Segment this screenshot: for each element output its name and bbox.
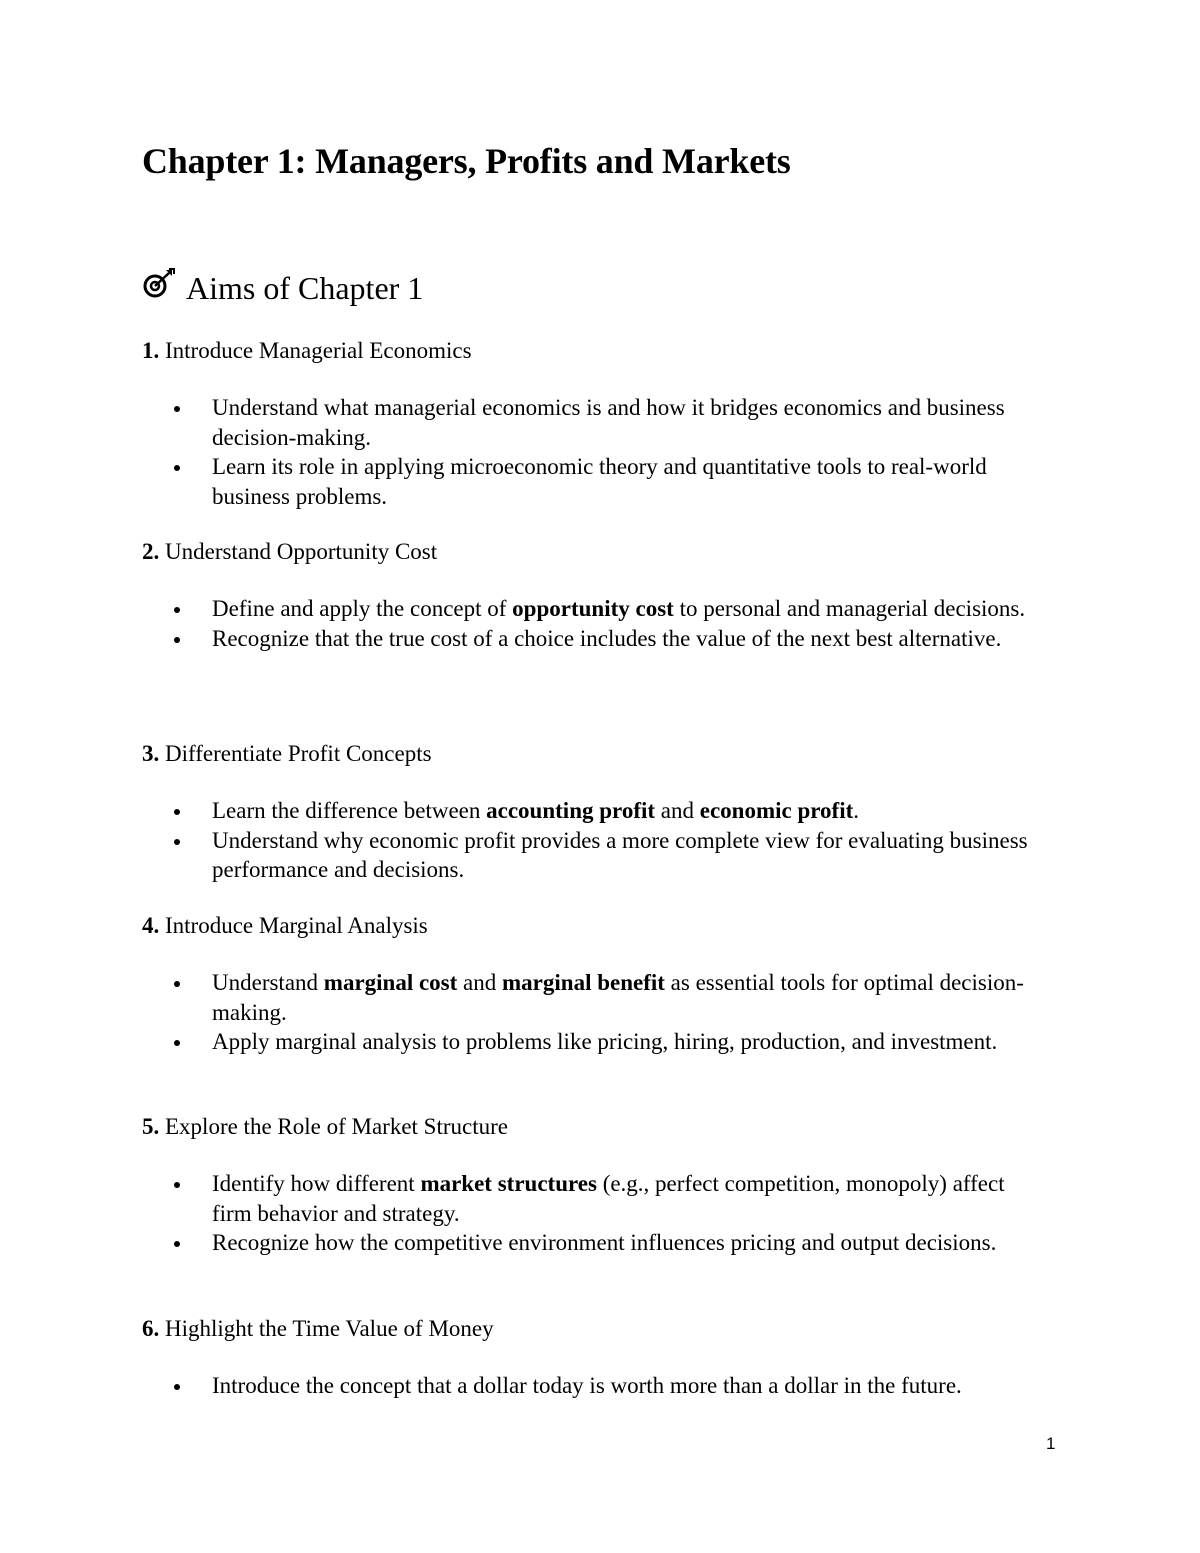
bullet-text: Recognize that the true cost of a choice includes the value of the next best alternative. <box>212 625 1002 651</box>
section-heading <box>142 1314 1042 1344</box>
bullet-text: Identify how different <box>212 1171 421 1196</box>
aims-heading-text: Aims of Chapter 1 <box>186 269 424 306</box>
section-title: Differentiate Profit Concepts <box>165 741 432 766</box>
bullet-dot-icon <box>174 981 180 987</box>
section-number: 4. <box>142 913 160 938</box>
section-heading <box>142 537 1042 567</box>
bullet-list <box>142 968 1042 1057</box>
bold-term: market structures <box>420 1171 597 1196</box>
bullet-list <box>142 594 1042 653</box>
bullet-text: and <box>655 798 700 823</box>
section-number: 2. <box>142 539 160 564</box>
section-title: Highlight the Time Value of Money <box>165 1316 494 1341</box>
bullet-list <box>142 796 1042 885</box>
bullet-dot-icon <box>174 839 180 845</box>
bullet-dot-icon <box>174 809 180 815</box>
bullet-text: Apply marginal analysis to problems like pricing, hiring, production, and investment. <box>212 1029 998 1054</box>
bullet-dot-icon <box>174 1182 180 1188</box>
bullet-text: to personal and managerial decisions. <box>673 596 1026 621</box>
target-icon <box>142 268 186 308</box>
section-heading <box>142 911 1042 941</box>
bullet-dot-icon <box>174 1384 180 1390</box>
bullet-item <box>142 1027 1042 1057</box>
page-title: Chapter 1: Managers, Profits and Markets <box>142 141 791 181</box>
aim-section <box>142 1112 1042 1258</box>
bullet-item <box>142 594 1042 624</box>
section-number: 1. <box>142 338 160 363</box>
section-number: 6. <box>142 1316 160 1341</box>
bullet-item <box>142 826 1042 885</box>
bold-term: accounting profit <box>486 798 656 823</box>
aim-section <box>142 911 1042 1057</box>
section-title: Introduce Managerial Economics <box>165 338 472 363</box>
page-number: 1 <box>1046 1434 1056 1453</box>
bullet-item <box>142 393 1042 452</box>
section-heading <box>142 1112 1042 1142</box>
bullet-dot-icon <box>174 607 180 613</box>
bullet-text: and <box>457 970 503 995</box>
bullet-text: Define and apply the concept of <box>212 596 513 621</box>
bullet-text: Learn the difference between <box>212 798 487 823</box>
bullet-dot-icon <box>174 406 180 412</box>
bullet-dot-icon <box>174 1241 180 1247</box>
bullet-dot-icon <box>174 465 180 471</box>
section-number: 5. <box>142 1114 160 1139</box>
bullet-item <box>142 1169 1042 1228</box>
bullet-item <box>142 624 1042 654</box>
bullet-item <box>142 452 1042 511</box>
bullet-text: Recognize how the competitive environment influences pricing and output decisions. <box>212 1230 997 1255</box>
bullet-item <box>142 968 1042 1027</box>
bold-term: marginal cost <box>323 970 458 995</box>
aim-section <box>142 739 1042 885</box>
aim-section <box>142 336 1042 511</box>
bullet-list <box>142 1169 1042 1258</box>
bullet-text: Understand <box>212 970 324 995</box>
bullet-text: Learn its role in applying microeconomic theory and quantitative tools to real-world business problems. <box>212 454 987 509</box>
bullet-text: Understand why economic profit provides a more complete view for evaluating business performance and decisions. <box>212 827 1028 882</box>
bullet-item <box>142 1228 1042 1258</box>
bullet-item <box>142 796 1042 826</box>
bullet-text: . <box>853 798 860 823</box>
bold-term: economic profit <box>699 798 854 823</box>
section-heading <box>142 739 1042 769</box>
aims-heading <box>142 268 423 308</box>
bold-term: marginal benefit <box>502 970 665 995</box>
bullet-item <box>142 1371 1042 1401</box>
bullet-list <box>142 1371 1042 1401</box>
bullet-text: as essential tools for optimal decision-making. <box>212 970 1024 1025</box>
section-number: 3. <box>142 741 160 766</box>
section-title: Introduce Marginal Analysis <box>165 913 428 938</box>
section-title: Understand Opportunity Cost <box>165 539 438 564</box>
bullet-text: Introduce the concept that a dollar today is worth more than a dollar in the future. <box>212 1373 962 1398</box>
bold-term: opportunity cost <box>512 596 674 621</box>
bullet-list <box>142 393 1042 511</box>
bullet-text: Understand what managerial economics is and how it bridges economics and business decision-making. <box>212 395 1005 450</box>
section-heading <box>142 336 1042 366</box>
section-title: Explore the Role of Market Structure <box>165 1114 508 1139</box>
aim-section <box>142 1314 1042 1401</box>
bullet-dot-icon <box>174 1040 180 1046</box>
aim-section <box>142 537 1042 653</box>
bullet-dot-icon <box>174 637 180 643</box>
bullet-text: (e.g., perfect competition, monopoly) affect firm behavior and strategy. <box>212 1171 1005 1226</box>
